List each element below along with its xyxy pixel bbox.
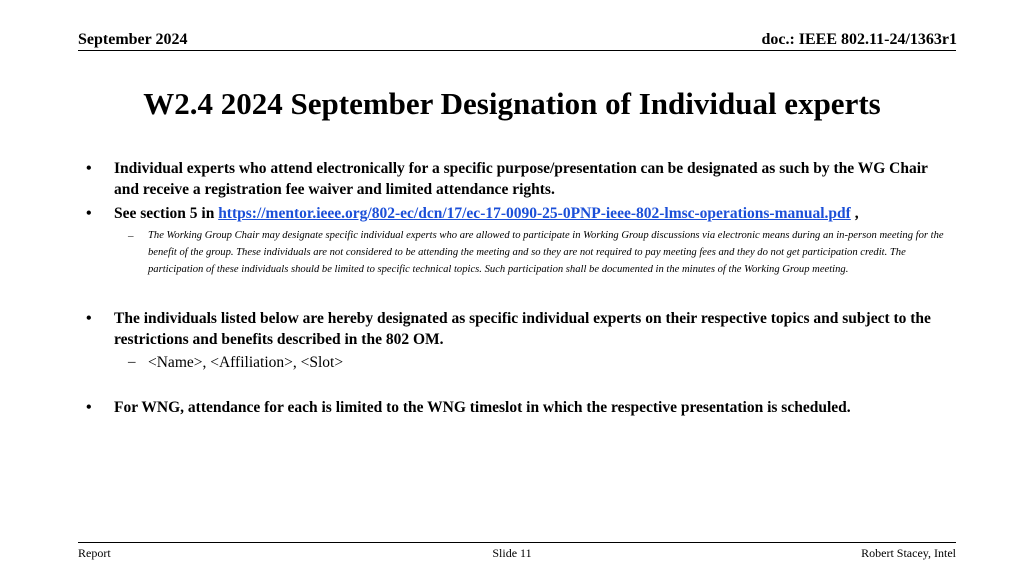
footer-author: Robert Stacey, Intel <box>861 546 956 560</box>
bullet-individual-experts: Individual experts who attend electronically for a specific purpose/presentation can be designated as such by the WG Chair and receive a registration fee waiver and limited attendance rights. <box>114 160 928 198</box>
footer-divider <box>78 542 956 543</box>
header-date: September 2024 <box>78 31 188 48</box>
header-doc-id: doc.: IEEE 802.11-24/1363r1 <box>761 31 957 48</box>
bullet-marker: • <box>86 399 92 416</box>
sub-bullet-marker: – <box>128 354 136 370</box>
sub-bullet-marker: – <box>128 230 134 242</box>
slide-title: W2.4 2024 September Designation of Individual experts <box>143 86 881 121</box>
bullet-see-section <box>114 204 944 225</box>
sub-bullet-name-affiliation-slot: <Name>, <Affiliation>, <Slot> <box>148 354 344 371</box>
footer-slide-number: Slide 11 <box>492 546 532 560</box>
bullet-see-section-suffix: , <box>850 205 859 222</box>
operations-manual-link[interactable]: https://mentor.ieee.org/802-ec/dcn/17/ec-17-0090-25-0PNP-ieee-802-lmsc-operations-manual.pdf <box>218 205 851 222</box>
header-divider <box>78 50 956 51</box>
bullet-marker: • <box>86 310 92 327</box>
bullet-marker: • <box>86 205 92 222</box>
bullet-wng-attendance: For WNG, attendance for each is limited to the WNG timeslot in which the respective presentation is scheduled. <box>114 399 851 416</box>
sub-bullet-quote: The Working Group Chair may designate specific individual experts who are allowed to participate in Working Group discussions via electronic means during an in-person meeting for the benefit of the group. These individuals are not considered to be attending the meeting and so they are not required to pay meeting fees and they do not get participation credit. The participation of these individuals should be limited to specific technical topics. Such participation shall be documented in the minutes of the Working Group meeting. <box>148 230 944 275</box>
bullet-designated-individuals: The individuals listed below are hereby designated as specific individual experts on their respective topics and subject to the restrictions and benefits described in the 802 OM. <box>114 310 931 348</box>
footer-report: Report <box>78 546 111 560</box>
bullet-see-section-prefix: See section 5 in <box>114 205 219 222</box>
bullet-marker: • <box>86 160 92 177</box>
